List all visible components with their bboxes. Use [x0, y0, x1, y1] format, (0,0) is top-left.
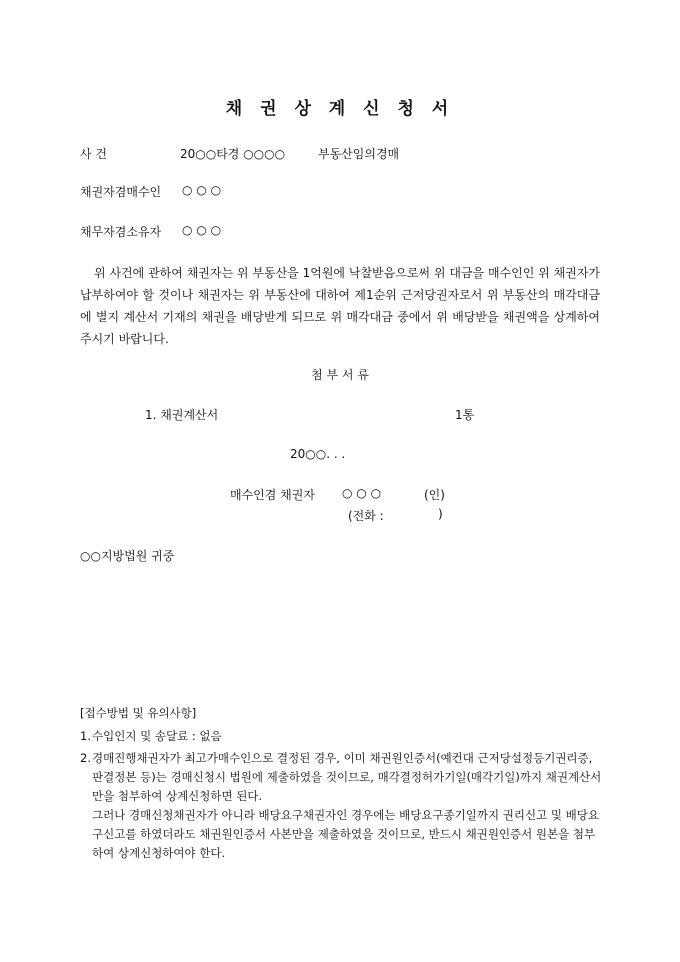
case-label: 사 건: [80, 147, 107, 161]
signer-role: 매수인겸 채권자: [230, 488, 315, 502]
phone-close: ): [438, 507, 443, 521]
note-text: 수입인지 및 송달료 : 없음: [92, 729, 222, 743]
note-number: 2.: [80, 751, 91, 765]
document-date: 20○○. . .: [290, 447, 346, 461]
note-item-2: [80, 749, 602, 863]
note-text-continued: 그러나 경매신청채권자가 아니라 배당요구채권자인 경우에는 배당요구종기일까지 권리신고 및 배당요구신고를 하였더라도 채권원인증서 사본만을 제출하였을 것이므로, 반드시 채권원인증서 원본을 첨부하여 상계신청하여야 한다.: [92, 808, 599, 860]
case-type: 부동산임의경매: [318, 147, 400, 161]
attachment-item-count: 1통: [455, 408, 475, 422]
note-number: 1.: [80, 729, 91, 743]
note-item-1: [80, 727, 602, 746]
request-body: 위 사건에 관하여 채권자는 위 부동산을 1억원에 낙찰받음으로써 위 대금을 매수인인 위 채권자가 납부하여야 할 것이나 채권자는 위 부동산에 대하여 제1순위 근저당권자로서 위 부동산의 매각대금에 별지 계산서 기재의 채권을 배당받게 되므로 위 매각대금 중에서 위 배당받을 채권액을 상계하여 주시기 바랍니다.: [80, 266, 600, 346]
attachments-heading: 첨 부 서 류: [311, 368, 369, 382]
note-text: 경매진행채권자가 최고가매수인으로 결정된 경우, 이미 채권원인증서(예컨대 근저당설정등기권리증, 판결정본 등)는 경매신청시 법원에 제출하였을 것이므로, 매각결정허가기일(매각기일)까지 채권계산서만을 첨부하여 상계신청하면 된다.: [92, 751, 602, 803]
debtor-label: 채무자겸소유자: [80, 225, 162, 239]
creditor-label: 채권자겸매수인: [80, 185, 162, 199]
phone-label: (전화 :: [348, 509, 384, 523]
case-number: 20○○타경 ○○○○: [180, 147, 286, 161]
seal-mark: (인): [424, 488, 445, 502]
debtor-name: ○ ○ ○: [182, 223, 222, 237]
signer-name: ○ ○ ○: [342, 486, 382, 500]
attachment-item-label: 1. 채권계산서: [145, 408, 219, 422]
notes-section: [80, 704, 602, 863]
creditor-name: ○ ○ ○: [182, 183, 222, 197]
notes-heading: [접수방법 및 유의사항]: [80, 706, 197, 720]
court-addressee: ○○지방법원 귀중: [80, 549, 175, 563]
document-title: 채 권 상 계 신 청 서: [225, 99, 455, 119]
